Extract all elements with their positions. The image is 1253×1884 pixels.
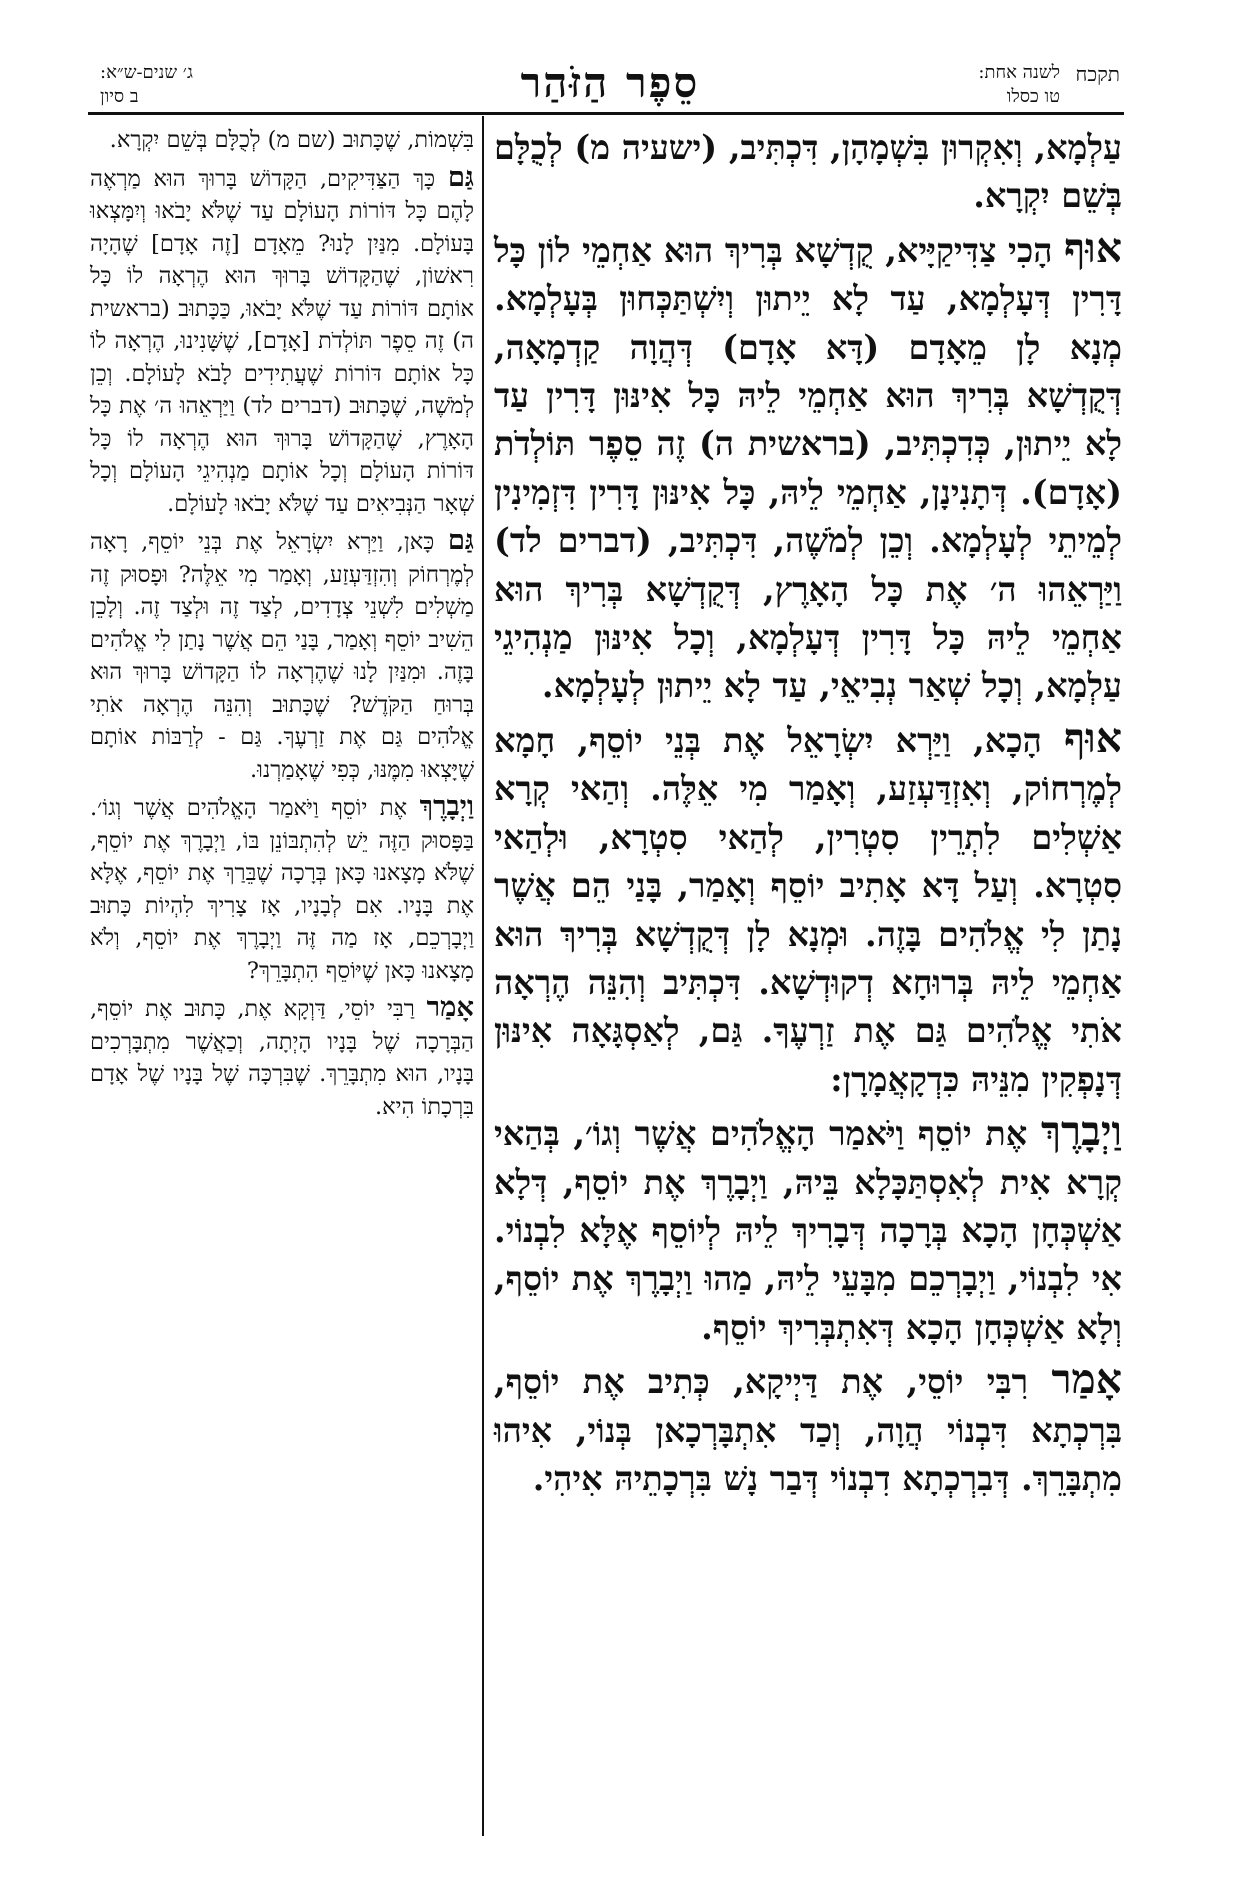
paragraph-text: רַבִּי יוֹסֵי, דַּוְקָא אֶת, כָּתוּב אֶת יוֹסֵף, הַבְּרָכָה שֶׁל בָּנָיו הָיְתָה, וְכַאֲשֶׁר מִתְבָּרְכִים בָּנָיו, הוּא מִתְבָּרֵךְ. שֶׁבִּרְכָּה שֶׁל בָּנָיו שֶׁל אָדָם בִּרְכָתוֹ הִיא. (90, 996, 474, 1120)
paragraph-text: אֶת יוֹסֵף וַיֹּאמַר הָאֱלֹהִים אֲשֶׁר וְגוֹ׳, בְּהַאי קְרָא אִית לְאִסְתַּכָּלָא בֵּיהּ, וַיְבָרֶךְ אֶת יוֹסֵף, דְּלָא אַשְׁכְּחָן הָכָא בְּרָכָה דְּבָרִיךְ לֵיהּ לְיוֹסֵף אֶלָּא לִבְנוֹי. אִי לִבְנוֹי, וַיְבָרְכֵם מִבָּעֵי לֵיהּ, מַהוּ וַיְבָרֶךְ אֶת יוֹסֵף, וְלָא אַשְׁכְּחָן הָכָא דְּאִתְבְּרִיךְ יוֹסֵף. (494, 1114, 1122, 1347)
paragraph-lead-word: וַיְבָרֶךְ (419, 790, 474, 822)
paragraph-text: רִבִּי יוֹסֵי, אֶת דַּיְיקָא, כְּתִיב אֶת יוֹסֵף, בִּרְכְתָא דִּבְנוֹי הֲוָה, וְכַד אִתְבָּרְכָאן בְּנוֹי, אִיהוּ מִתְבָּרֵךְ. דְּבִרְכְתָא דִבְנוֹי דְּבַר נָשׁ בִּרְכָתֵיהּ אִיהִי. (494, 1362, 1122, 1498)
one-year-date: טו כסלו (1006, 86, 1060, 107)
paragraph-text: אֶת יוֹסֵף וַיֹּאמַר הָאֱלֹהִים אֲשֶׁר וְגוֹ׳. בַּפָּסוּק הַזֶּה יֵשׁ לְהִתְבּוֹנֵן בּוֹ, וַיְבָרֶךְ אֶת יוֹסֵף, שֶׁלֹּא מָצָאנוּ כָּאן בְּרָכָה שֶׁבֵּרַךְ אֶת יוֹסֵף, אֶלָּא אֶת בָּנָיו. אִם לְבָנָיו, אָז צָרִיךְ לִהְיוֹת כָּתוּב וַיְבָרְכֵם, אָז מַה זֶּה וַיְבָרֶךְ אֶת יוֹסֵף, וְלֹא מָצָאנוּ כָּאן שֶׁיּוֹסֵף הִתְבָּרֵךְ? (90, 795, 474, 984)
three-year-date: ב סיון (100, 86, 139, 107)
paragraph-text: כָּאן, וַיַּרְא יִשְׂרָאֵל אֶת בְּנֵי יוֹסֵף, רָאָה לְמֶרְחוֹק וְהִזְדַּעְזַע, וְאָמַר מִי אֵלֶּה? וּפָסוּק זֶה מַשְׁלִים לִשְׁנֵי צְדָדִים, לְצַד זֶה וּלְצַד זֶה. וְלָכֵן הֵשִׁיב יוֹסֵף וְאָמַר, בָּנַי הֵם אֲשֶׁר נָתַן לִי אֱלֹהִים בָּזֶה. וּמִנַּיִן לָנוּ שֶׁהֶרְאָה לוֹ הַקָּדוֹשׁ בָּרוּךְ הוּא בְּרוּחַ הַקֹּדֶשׁ? שֶׁכָּתוּב וְהִנֵּה הֶרְאָה אֹתִי אֱלֹהִים גַּם אֶת זַרְעֶךָ. גַּם - לְרַבּוֹת אוֹתָם שֶׁיָּצְאוּ מִמֶּנּוּ, כְּפִי שֶׁאָמַרְנוּ. (90, 529, 474, 783)
header-divider (88, 112, 1124, 115)
paragraph-lead-word: אָמַר (426, 991, 474, 1023)
aramaic-paragraph (494, 1107, 1122, 1352)
column-divider (482, 116, 484, 1836)
paragraph-text: הָכִי צַדִּיקַיָּיא, קֻדְשָׁא בְּרִיךְ הוּא אַחְמֵי לוֹן כָּל דָּרִין דְּעָלְמָא, עַד לָא יֵיתוּן וְיִשְׁתַּכְּחוּן בְּעָלְמָא. מְנָא לָן מֵאָדָם (דָּא אָדָם) דְּהֲוָה קַדְמָאָה, דְּקֻדְשָׁא בְּרִיךְ הוּא אַחְמֵי לֵיהּ כָּל אִינּוּן דָּרִין עַד לָא יֵיתוּן, כְּדִכְתִּיב, (בראשית ה) זֶה סֵפֶר תּוֹלְדֹת (אָדָם). דְּתָנִינָן, אַחְמֵי לֵיהּ, כָּל אִינּוּן דָּרִין דִּזְמִינִין לְמֵיתֵי לְעָלְמָא. וְכֵן לְמֹשֶׁה, דִּכְתִּיב, (דברים לד) וַיַּרְאֵהוּ ה׳ אֶת כָּל הָאָרֶץ, דְּקֻדְשָׁא בְּרִיךְ הוּא אַחְמֵי לֵיהּ כָּל דָּרִין דְּעָלְמָא, וְכָל אִינּוּן מַנְהִיגֵי עַלְמָא, וְכָל שְׁאַר נְבִיאֵי, עַד לָא יֵיתוּן לְעָלְמָא. (494, 230, 1122, 706)
aramaic-paragraph (494, 1355, 1122, 1503)
page-header (100, 58, 1120, 114)
hebrew-paragraph (90, 790, 474, 987)
paragraph-lead-word: אוּף (1064, 713, 1122, 762)
paragraph-lead-word: אוּף (1064, 223, 1122, 272)
book-title: סֵפֶר הַזֹּהַר (520, 58, 700, 107)
paragraph-lead-word: אָמַר (1051, 1355, 1122, 1404)
aramaic-paragraph (494, 124, 1122, 221)
paragraph-text: עַלְמָא, וְאִקְרוּן בִּשְׁמָהָן, דִּכְתִּיב, (ישעיה מ) לְכֻלָּם בְּשֵׁם יִקְרָא. (494, 128, 1122, 216)
paragraph-text: הָכָא, וַיַּרְא יִשְׂרָאֵל אֶת בְּנֵי יוֹסֵף, חָמָא לְמֶרְחוֹק, וְאִזְדַּעְזַע, וְאָמַר מִי אֵלֶּה. וְהַאי קְרָא אַשְׁלִים לִתְרֵין סִטְרִין, לְהַאי סִטְרָא, וּלְהַאי סִטְרָא. וְעַל דָּא אָתִיב יוֹסֵף וְאָמַר, בָּנַי הֵם אֲשֶׁר נָתַן לִי אֱלֹהִים בָּזֶה. וּמְנָא לָן דְּקֻדְשָׁא בְּרִיךְ הוּא אַחְמֵי לֵיהּ בְּרוּחָא דְקוּדְשָׁא. דִּכְתִּיב וְהִנֵּה הֶרְאָה אֹתִי אֱלֹהִים גַּם אֶת זַרְעֶךָ. גַּם, לְאַסְגָּאָה אִינּוּן דְּנָפְקִין מִנֵּיהּ כִּדְקָאֲמָרָן: (494, 720, 1122, 1099)
paragraph-lead-word: וַיְבָרֶךְ (1040, 1107, 1122, 1156)
hebrew-paragraph (90, 161, 474, 521)
hebrew-column (90, 124, 474, 1127)
paragraph-lead-word: גַּם (447, 524, 474, 556)
three-year-label: ג׳ שנים-ש״א: (100, 62, 193, 83)
one-year-label: לשנה אחת: (978, 62, 1060, 83)
aramaic-paragraph (494, 224, 1122, 711)
aramaic-column (494, 124, 1122, 1506)
paragraph-lead-word: גַּם (447, 160, 474, 193)
paragraph-text: בִּשְׁמוֹת, שֶׁכָּתוּב (שם מ) לְכֻלָּם בְּשֵׁם יִקְרָא. (109, 127, 474, 153)
hebrew-paragraph (90, 524, 474, 786)
hebrew-paragraph (90, 991, 474, 1123)
paragraph-text: כָּךְ הַצַּדִּיקִים, הַקָּדוֹשׁ בָּרוּךְ הוּא מַרְאֶה לָהֶם כָּל דּוֹרוֹת הָעוֹלָם עַד שֶׁלֹּא יָבֹאוּ וְיִמָּצְאוּ בָּעוֹלָם. מִנַּיִן לָנוּ? מֵאָדָם [זֶה אָדָם] שֶׁהָיָה רִאשׁוֹן, שֶׁהַקָּדוֹשׁ בָּרוּךְ הוּא הֶרְאָה לוֹ כָּל אוֹתָם דּוֹרוֹת עַד שֶׁלֹּא יָבֹאוּ, כַּכָּתוּב (בראשית ה) זֶה סֵפֶר תּוֹלְדֹת [אָדָם], שֶׁשָּׁנִינוּ, הֶרְאָה לוֹ כָּל אוֹתָם דּוֹרוֹת שֶׁעֲתִידִים לָבֹא לָעוֹלָם. וְכֵן לְמֹשֶׁה, שֶׁכָּתוּב (דברים לד) וַיַּרְאֵהוּ ה׳ אֶת כָּל הָאָרֶץ, שֶׁהַקָּדוֹשׁ בָּרוּךְ הוּא הֶרְאָה לוֹ כָּל דּוֹרוֹת הָעוֹלָם וְכָל אוֹתָם מַנְהִיגֵי הָעוֹלָם וְכָל שְׁאָר הַנְּבִיאִים עַד שֶׁלֹּא יָבֹאוּ לָעוֹלָם. (90, 165, 474, 517)
aramaic-paragraph (494, 714, 1122, 1104)
page-number: תקכח (1075, 62, 1120, 86)
hebrew-paragraph (90, 124, 474, 157)
